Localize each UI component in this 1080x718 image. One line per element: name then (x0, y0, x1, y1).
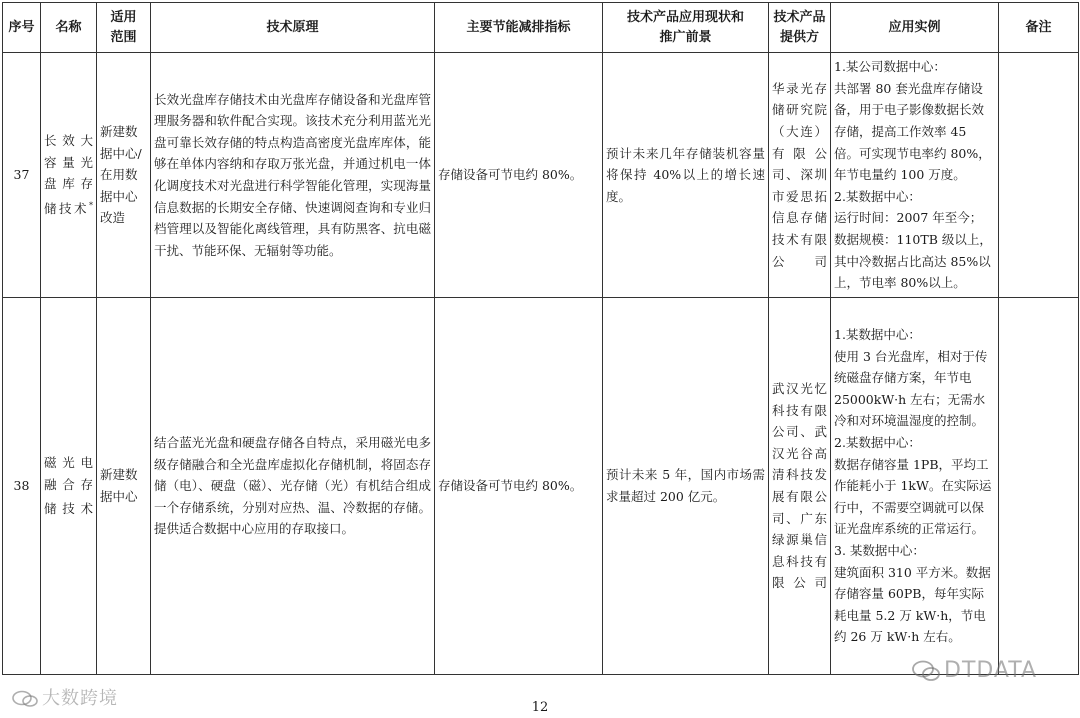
principle-cell: 结合蓝光光盘和硬盘存储各自特点，采用磁光电多级存储融合和全光盘库虚拟化存储机制，将固态存储（电）、硬盘（磁）、光存储（光）有机结合组成一个存储系统，分别对应热、温、冷数据的存储。提供适合数据中心应用的存取接口。 (151, 298, 435, 675)
example-line: 数据存储容量 1PB，平均工作能耗小于 1kW。在实际运行中，不需要空调就可以保证光盘库系统的正常运行。 (834, 456, 992, 537)
provider-cell: 武汉光忆科技有限公司、武汉光谷高清科技发展有限公司、广东绿源巢信息科技有限公司 (769, 298, 831, 675)
saving-cell: 存储设备可节电约 80%。 (435, 53, 603, 298)
watermark-right (912, 658, 1037, 683)
row-index: 37 (3, 53, 41, 298)
table-row (3, 298, 1079, 675)
header-index: 序号 (3, 3, 41, 53)
row-index: 38 (3, 298, 41, 675)
example-line: 建筑面积 310 平方米。数据存储容量 60PB，每年实际耗电量 5.2 万 kW·h，节电约 26 万 kW·h 左右。 (834, 564, 991, 645)
name-mark: * (89, 201, 93, 211)
watermark-right-text: DTDATA (944, 658, 1038, 683)
example-line: 2.某数据中心： (834, 435, 921, 451)
example-line: 数据规模：110TB 级以上，其中冷数据占比高达 85%以上，节电率 80%以上。 (834, 231, 992, 291)
header-application: 技术产品应用现状和 推广前景 (603, 3, 769, 53)
watermark-left-text: 大数跨境 (42, 688, 118, 709)
header-provider: 技术产品 提供方 (769, 3, 831, 53)
provider-cell: 华录光存储研究院（大连）有限公司、深圳市爱思拓信息存储技术有限公司 (769, 53, 831, 298)
tech-name: 磁光电融合存储技术 (41, 298, 97, 675)
header-name: 名称 (41, 3, 97, 53)
application-cell: 预计未来几年存储装机容量将保持 40%以上的增长速度。 (603, 53, 769, 298)
header-remark: 备注 (999, 3, 1079, 53)
example-line: 1.某数据中心： (834, 327, 921, 343)
header-examples: 应用实例 (831, 3, 999, 53)
header-row (3, 3, 1079, 53)
header-principle: 技术原理 (151, 3, 435, 53)
examples-cell (831, 298, 999, 675)
page-number: 12 (531, 700, 549, 715)
scope-cell: 新建数据中心/在用数据中心改造 (97, 53, 151, 298)
example-line: 运行时间：2007 年至今； (834, 210, 983, 226)
principle-cell: 长效光盘库存储技术由光盘库存储设备和光盘库管理服务器和软件配合实现。该技术充分利用蓝光光盘可靠长效存储的特点构造高密度光盘库库体，能够在单体内容纳和存取万张光盘，并通过机电一体化调度技术对光盘进行科学智能化管理，实现海量信息数据的长期安全存储、快速调阅查询和专业归档管理以及智能化离线管理，具有防黑客、抗电磁干扰、节能环保、无辐射等功能。 (151, 53, 435, 298)
remark-cell (999, 298, 1079, 675)
header-scope: 适用 范围 (97, 3, 151, 53)
saving-cell: 存储设备可节电约 80%。 (435, 298, 603, 675)
remark-cell (999, 53, 1079, 298)
application-cell: 预计未来 5 年，国内市场需求量超过 200 亿元。 (603, 298, 769, 675)
table-row (3, 53, 1079, 298)
example-line: 2.某数据中心： (834, 188, 921, 204)
example-line: 1.某公司数据中心： (834, 59, 946, 75)
technology-table (2, 2, 1079, 675)
example-line: 使用 3 台光盘库，相对于传统磁盘存储方案，年节电 25000kW·h 左右；无需水冷和对环境温湿度的控制。 (834, 348, 988, 429)
wechat-icon (912, 660, 940, 682)
header-saving: 主要节能减排指标 (435, 3, 603, 53)
scope-cell: 新建数据中心 (97, 298, 151, 675)
example-line: 3. 某数据中心： (834, 542, 925, 558)
example-line: 共部署 80 套光盘库存储设备，用于电子影像数据长效存储，提高工作效率 45 倍。可实现节电率约 80%，年节电量约 100 万度。 (834, 80, 991, 183)
tech-name: 长效大容量光盘库存储技术* (41, 53, 97, 298)
examples-cell (831, 53, 999, 298)
